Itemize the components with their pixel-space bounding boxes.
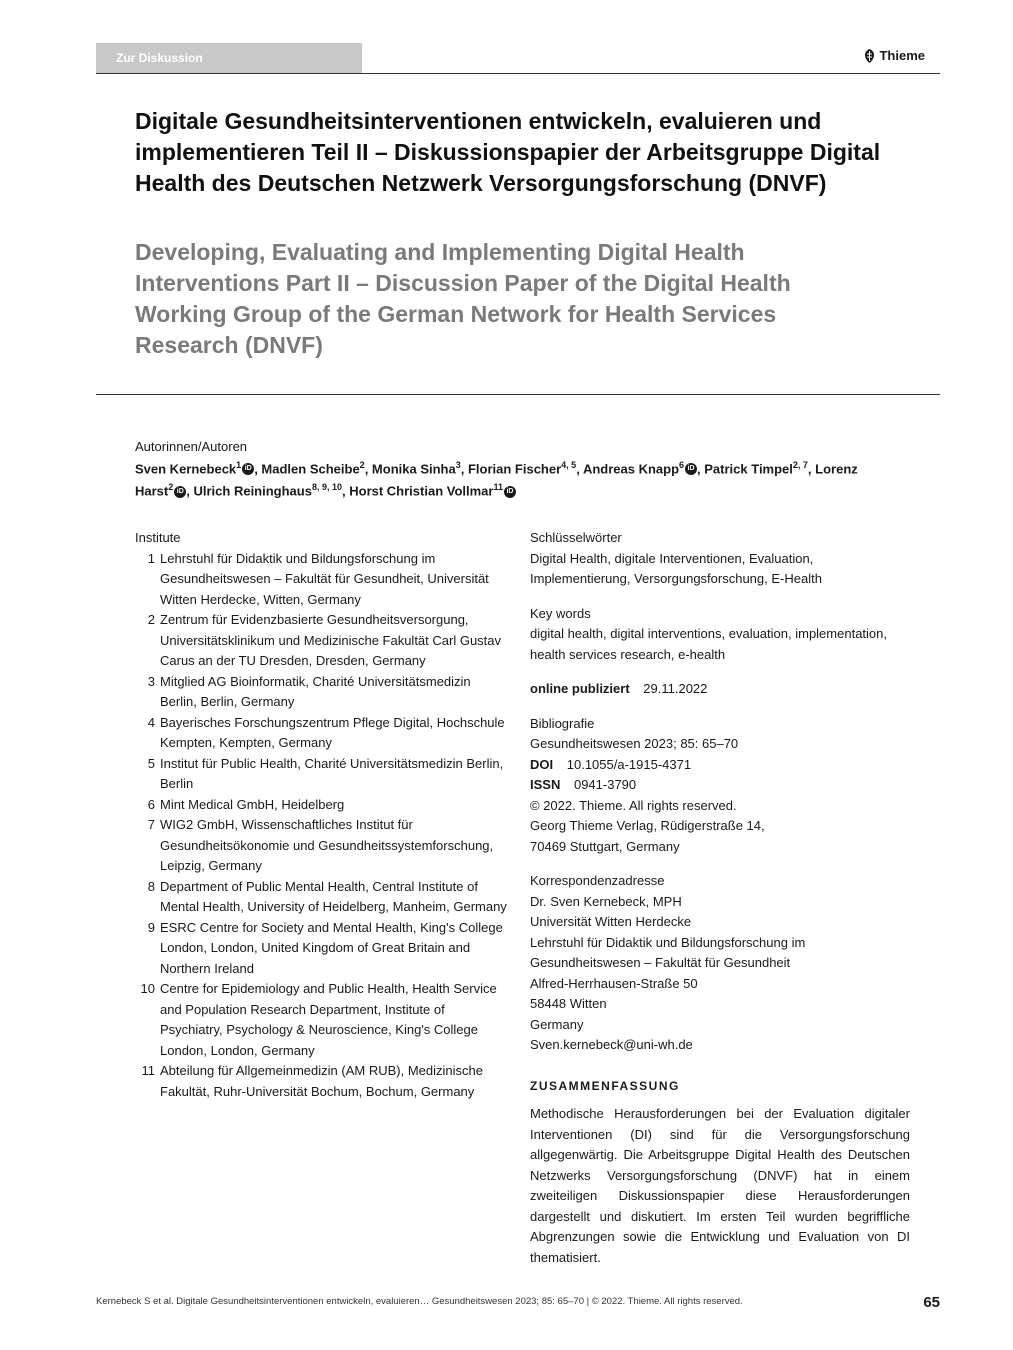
abstract-text: Methodische Herausforderungen bei der Evaluation digitaler Interventionen (DI) sind für die Versorgungsforschung allgegenwärtig. Die Arbeitsgruppe Digital Health des Deutschen Netzwerks Versorgungsforschung (DNVF) hat in einem zweiteiligen Diskussionspapier diese Herausforderungen dargestellt und diskutiert. Im ersten Teil wurden begriffliche Abgrenzungen sowie die Entwicklung und Evaluation von DI thematisiert. [530, 1106, 910, 1265]
left-column [135, 528, 510, 1102]
institute-number: 1 [147, 550, 155, 566]
author-separator: , [697, 461, 705, 477]
title-rule [96, 394, 940, 395]
institute-item [135, 877, 510, 918]
correspondence-line: Alfred-Herrhausen-Straße 50 [530, 975, 698, 991]
institute-item [135, 918, 510, 980]
keywords-en-text: digital health, digital interventions, evaluation, implementation, health services research, e-health [530, 626, 887, 662]
institute-item [135, 815, 510, 877]
issn-label: ISSN [530, 777, 561, 792]
authors-list [135, 456, 895, 501]
published-block [530, 679, 910, 700]
institute-item [135, 713, 510, 754]
author-affiliation: 3 [455, 460, 461, 470]
correspondence-line: Universität Witten Herdecke [530, 914, 692, 929]
author-affiliation: 2, 7 [792, 460, 808, 470]
section-label: Zur Diskussion [96, 43, 362, 74]
institute-item [135, 979, 510, 1061]
keywords-en-label: Key words [530, 605, 591, 621]
institutes-label: Institute [135, 530, 181, 545]
author-affiliation: 2 [359, 460, 365, 470]
doi-value: 10.1055/a-1915-4371 [566, 756, 692, 772]
orcid-icon[interactable]: iD [685, 463, 697, 475]
institute-item [135, 549, 510, 611]
author-affiliation: 8, 9, 10 [311, 482, 342, 493]
keywords-de-text: Digital Health, digitale Interventionen, Evaluation, Implementierung, Versorgungsforschung, E-Health [530, 550, 822, 586]
footer-citation: Kernebeck S et al. Digitale Gesundheitsinterventionen entwickeln, evaluieren… Gesundheitswesen 2023; 85: 65–70 | © 2022. Thieme. All rights reserved. [96, 1296, 743, 1307]
institute-text: Mint Medical GmbH, Heidelberg [160, 796, 345, 812]
institute-number: 6 [147, 796, 155, 812]
orcid-icon[interactable]: iD [504, 486, 516, 498]
author-affiliation: 11 [493, 482, 503, 493]
bibliography-block [530, 714, 910, 858]
author-affiliation: 4, 5 [561, 460, 577, 470]
correspondence-line: Dr. Sven Kernebeck, MPH [530, 893, 682, 909]
author-name: Ulrich Reininghaus [193, 483, 312, 499]
institute-number: 5 [147, 755, 155, 771]
publisher-brand [864, 48, 925, 63]
publisher-address-2: 70469 Stuttgart, Germany [530, 838, 680, 854]
keywords-de-label: Schlüsselwörter [530, 530, 622, 545]
institute-text: Lehrstuhl für Didaktik und Bildungsforschung im Gesundheitswesen – Fakultät für Gesundheit, Universität Witten Herdecke, Witten, Germany [160, 550, 489, 607]
institute-text: Bayerisches Forschungszentrum Pflege Digital, Hochschule Kempten, Kempten, Germany [160, 714, 505, 750]
author-separator: , [576, 461, 583, 477]
publisher-address-1: Georg Thieme Verlag, Rüdigerstraße 14, [530, 818, 765, 833]
institutes-list [135, 549, 510, 1103]
author-separator: , [364, 461, 372, 477]
thieme-logo-icon [864, 49, 875, 63]
authors-block [135, 437, 895, 501]
orcid-icon[interactable]: iD [242, 463, 254, 475]
issn-value: 0941-3790 [573, 777, 637, 792]
institute-text: Institut für Public Health, Charité Universitätsmedizin Berlin, Berlin [160, 755, 504, 791]
copyright: © 2022. Thieme. All rights reserved. [530, 797, 737, 813]
issn-line [530, 775, 910, 796]
institute-item [135, 672, 510, 713]
author-name: Madlen Scheibe [261, 461, 360, 477]
right-column [530, 528, 910, 1268]
institute-text: ESRC Centre for Society and Mental Health, King's College London, London, United Kingdom of Great Britain and Northern Ireland [160, 919, 503, 976]
institute-text: Centre for Epidemiology and Public Health, Health Service and Population Research Department, Institute of Psychiatry, Psychology & Neuroscience, King's College London, London, Germany [160, 981, 497, 1058]
author-name: Florian Fischer [467, 461, 562, 477]
author-affiliation: 2 [168, 482, 174, 493]
institute-item [135, 795, 510, 816]
institute-number: 10 [140, 981, 155, 996]
institute-number: 3 [147, 673, 155, 689]
institute-number: 4 [147, 714, 155, 730]
author-name: Andreas Knapp [582, 461, 680, 477]
correspondence-line: 58448 Witten [530, 996, 607, 1011]
published-label: online publiziert [530, 681, 630, 696]
institute-number: 2 [147, 612, 155, 627]
author-affiliation: 6 [679, 460, 685, 470]
author-name: Patrick Timpel [704, 461, 793, 477]
author-name: Lorenz Harst [135, 461, 858, 499]
institute-number: 11 [141, 1063, 155, 1078]
author-name: Monika Sinha [371, 461, 456, 477]
correspondence-email[interactable]: Sven.kernebeck@uni-wh.de [530, 1037, 693, 1052]
author-separator: , [186, 483, 194, 499]
author-separator: , [460, 461, 468, 477]
correspondence-block [530, 871, 910, 1056]
author-separator: , [807, 461, 816, 477]
institute-text: Mitglied AG Bioinformatik, Charité Universitätsmedizin Berlin, Berlin, Germany [160, 673, 471, 709]
title-german: Digitale Gesundheitsinterventionen entwickeln, evaluieren und implementieren Teil II – Diskussionspapier der Arbeitsgruppe Digital Health des Deutschen Netzwerk Versorgungsforschung (DNVF) [135, 108, 881, 196]
correspondence-label: Korrespondenzadresse [530, 873, 665, 888]
title-english: Developing, Evaluating and Implementing Digital Health Interventions Part II – Discussion Paper of the Digital Health Working Group of the German Network for Health Services Research (DNVF) [135, 239, 791, 358]
page-number: 65 [923, 1294, 940, 1311]
keywords-en-block [530, 604, 910, 666]
doi-label: DOI [530, 756, 554, 772]
institute-item [135, 1061, 510, 1102]
institute-text: Zentrum für Evidenzbasierte Gesundheitsversorgung, Universitätsklinikum und Medizinische Fakultät Carl Gustav Carus an der TU Dresden, Dresden, Germany [160, 612, 502, 668]
header-rule [96, 73, 940, 74]
institute-number: 9 [147, 919, 155, 935]
correspondence-line: Lehrstuhl für Didaktik und Bildungsforschung im Gesundheitswesen – Fakultät für Gesundheit [530, 934, 806, 970]
institute-item [135, 754, 510, 795]
institute-text: WIG2 GmbH, Wissenschaftliches Institut für Gesundheitsökonomie und Gesundheitssystemforschung, Leipzig, Germany [160, 817, 494, 873]
orcid-icon[interactable]: iD [174, 486, 186, 498]
institute-text: Department of Public Mental Health, Central Institute of Mental Health, University of Heidelberg, Manheim, Germany [160, 878, 507, 914]
institute-item [135, 610, 510, 672]
author-separator: , [342, 483, 350, 499]
author-affiliation: 1 [236, 460, 242, 470]
doi-line [530, 755, 910, 776]
author-separator: , [254, 461, 262, 477]
correspondence-line: Germany [530, 1016, 584, 1032]
institute-text: Abteilung für Allgemeinmedizin (AM RUB), Medizinische Fakultät, Ruhr-Universität Bochum, Bochum, Germany [160, 1063, 483, 1099]
publisher-name: Thieme [879, 48, 925, 63]
abstract-heading: ZUSAMMENFASSUNG [530, 1078, 680, 1093]
keywords-de-block [530, 528, 910, 590]
authors-label: Autorinnen/Autoren [135, 439, 248, 454]
bibliography-journal: Gesundheitswesen 2023; 85: 65–70 [530, 736, 739, 751]
author-name: Horst Christian Vollmar [349, 483, 494, 499]
published-date: 29.11.2022 [643, 681, 708, 696]
institute-number: 8 [147, 878, 155, 894]
bibliography-label: Bibliografie [530, 715, 595, 731]
author-name: Sven Kernebeck [135, 461, 237, 477]
institute-number: 7 [147, 817, 155, 832]
